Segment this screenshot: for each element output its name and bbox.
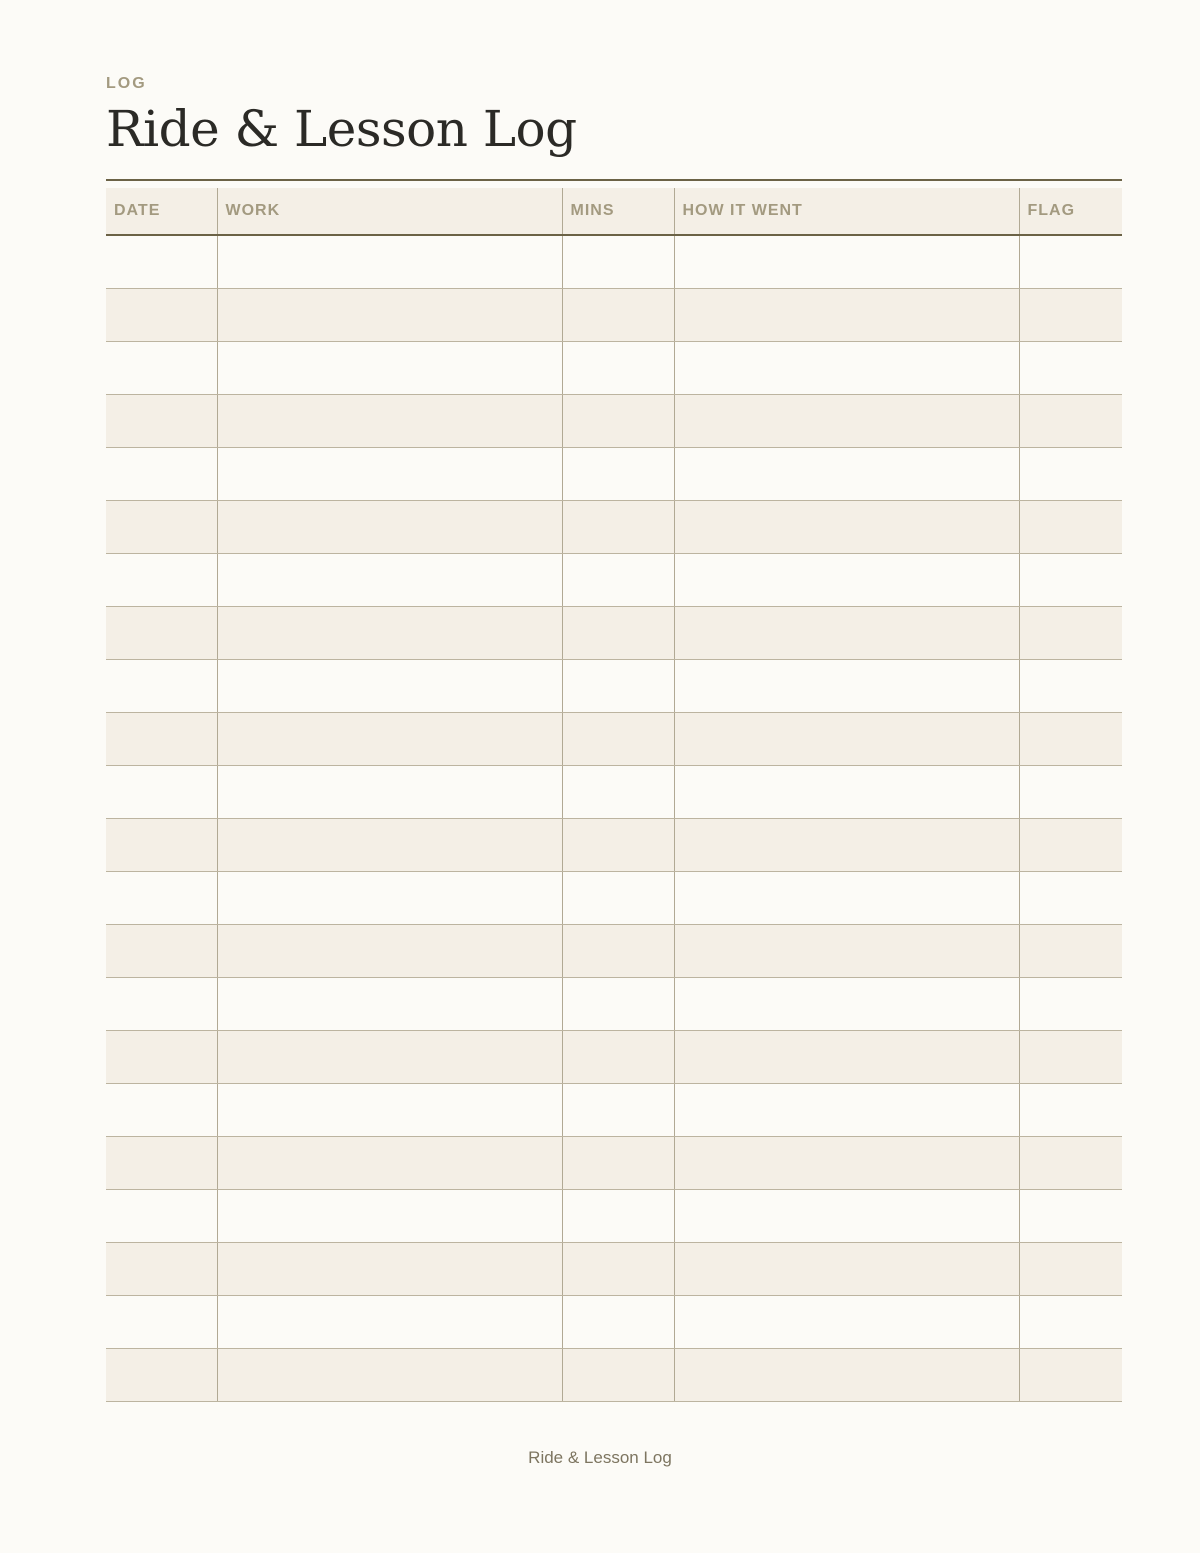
flag-cell[interactable] [1019,341,1122,394]
flag-cell[interactable] [1019,606,1122,659]
flag-cell[interactable] [1019,765,1122,818]
mins-cell[interactable] [562,1136,674,1189]
mins-cell[interactable] [562,606,674,659]
how-it-went-cell[interactable] [674,871,1019,924]
mins-cell[interactable] [562,1348,674,1401]
work-cell[interactable] [217,1295,562,1348]
how-it-went-cell[interactable] [674,1348,1019,1401]
mins-cell[interactable] [562,1295,674,1348]
date-cell[interactable] [106,765,217,818]
mins-cell[interactable] [562,765,674,818]
work-cell[interactable] [217,394,562,447]
how-it-went-cell[interactable] [674,818,1019,871]
date-cell[interactable] [106,394,217,447]
table-row [106,1242,1122,1295]
column-header-date: DATE [106,188,217,235]
flag-cell[interactable] [1019,1189,1122,1242]
work-cell[interactable] [217,447,562,500]
date-cell[interactable] [106,1083,217,1136]
how-it-went-cell[interactable] [674,1189,1019,1242]
work-cell[interactable] [217,924,562,977]
mins-cell[interactable] [562,235,674,288]
work-cell[interactable] [217,712,562,765]
table-row [106,765,1122,818]
how-it-went-cell[interactable] [674,288,1019,341]
date-cell[interactable] [106,1136,217,1189]
flag-cell[interactable] [1019,1030,1122,1083]
date-cell[interactable] [106,1295,217,1348]
work-cell[interactable] [217,553,562,606]
work-cell[interactable] [217,1083,562,1136]
table-row [106,1083,1122,1136]
table-row [106,712,1122,765]
flag-cell[interactable] [1019,1242,1122,1295]
date-cell[interactable] [106,500,217,553]
table-row [106,1189,1122,1242]
table-row [106,818,1122,871]
date-cell[interactable] [106,235,217,288]
date-cell[interactable] [106,1348,217,1401]
work-cell[interactable] [217,818,562,871]
flag-cell[interactable] [1019,871,1122,924]
page-title: Ride & Lesson Log [106,100,577,158]
flag-cell[interactable] [1019,924,1122,977]
column-header-how-it-went: HOW IT WENT [674,188,1019,235]
work-cell[interactable] [217,977,562,1030]
date-cell[interactable] [106,712,217,765]
how-it-went-cell[interactable] [674,341,1019,394]
work-cell[interactable] [217,871,562,924]
table-row [106,1348,1122,1401]
how-it-went-cell[interactable] [674,235,1019,288]
eyebrow-label: LOG [106,75,147,92]
mins-cell[interactable] [562,1083,674,1136]
flag-cell[interactable] [1019,235,1122,288]
flag-cell[interactable] [1019,288,1122,341]
mins-cell[interactable] [562,1189,674,1242]
date-cell[interactable] [106,1242,217,1295]
date-cell[interactable] [106,288,217,341]
table-row [106,1030,1122,1083]
work-cell[interactable] [217,606,562,659]
how-it-went-cell[interactable] [674,447,1019,500]
table-row [106,871,1122,924]
how-it-went-cell[interactable] [674,1083,1019,1136]
mins-cell[interactable] [562,394,674,447]
table-row [106,659,1122,712]
work-cell[interactable] [217,341,562,394]
page-footer: Ride & Lesson Log [528,1448,672,1467]
how-it-went-cell[interactable] [674,977,1019,1030]
flag-cell[interactable] [1019,447,1122,500]
flag-cell[interactable] [1019,1083,1122,1136]
how-it-went-cell[interactable] [674,712,1019,765]
work-cell[interactable] [217,1030,562,1083]
table-row [106,341,1122,394]
date-cell[interactable] [106,659,217,712]
work-cell[interactable] [217,235,562,288]
mins-cell[interactable] [562,288,674,341]
how-it-went-cell[interactable] [674,924,1019,977]
date-cell[interactable] [106,977,217,1030]
table-row [106,394,1122,447]
table-row [106,977,1122,1030]
work-cell[interactable] [217,1242,562,1295]
mins-cell[interactable] [562,712,674,765]
work-cell[interactable] [217,288,562,341]
flag-cell[interactable] [1019,818,1122,871]
how-it-went-cell[interactable] [674,500,1019,553]
title-divider [106,179,1122,181]
mins-cell[interactable] [562,341,674,394]
how-it-went-cell[interactable] [674,659,1019,712]
table-row [106,235,1122,288]
flag-cell[interactable] [1019,553,1122,606]
how-it-went-cell[interactable] [674,1136,1019,1189]
date-cell[interactable] [106,606,217,659]
mins-cell[interactable] [562,1030,674,1083]
log-table-body [106,235,1122,1401]
flag-cell[interactable] [1019,1136,1122,1189]
mins-cell[interactable] [562,447,674,500]
table-row [106,447,1122,500]
flag-cell[interactable] [1019,712,1122,765]
how-it-went-cell[interactable] [674,1242,1019,1295]
date-cell[interactable] [106,1030,217,1083]
how-it-went-cell[interactable] [674,1295,1019,1348]
date-cell[interactable] [106,341,217,394]
work-cell[interactable] [217,1348,562,1401]
work-cell[interactable] [217,765,562,818]
column-header-flag: FLAG [1019,188,1122,235]
date-cell[interactable] [106,553,217,606]
date-cell[interactable] [106,447,217,500]
how-it-went-cell[interactable] [674,553,1019,606]
column-header-mins: MINS [562,188,674,235]
date-cell[interactable] [106,1189,217,1242]
table-row [106,553,1122,606]
work-cell[interactable] [217,659,562,712]
how-it-went-cell[interactable] [674,765,1019,818]
work-cell[interactable] [217,500,562,553]
date-cell[interactable] [106,818,217,871]
flag-cell[interactable] [1019,659,1122,712]
mins-cell[interactable] [562,553,674,606]
table-row [106,924,1122,977]
table-row [106,606,1122,659]
mins-cell[interactable] [562,500,674,553]
flag-cell[interactable] [1019,1348,1122,1401]
date-cell[interactable] [106,871,217,924]
flag-cell[interactable] [1019,394,1122,447]
log-table [106,188,1122,1402]
how-it-went-cell[interactable] [674,606,1019,659]
work-cell[interactable] [217,1189,562,1242]
table-header-row [106,188,1122,235]
flag-cell[interactable] [1019,1295,1122,1348]
how-it-went-cell[interactable] [674,1030,1019,1083]
mins-cell[interactable] [562,659,674,712]
work-cell[interactable] [217,1136,562,1189]
mins-cell[interactable] [562,924,674,977]
table-row [106,500,1122,553]
flag-cell[interactable] [1019,977,1122,1030]
table-row [106,1136,1122,1189]
flag-cell[interactable] [1019,500,1122,553]
date-cell[interactable] [106,924,217,977]
column-header-work: WORK [217,188,562,235]
table-row [106,288,1122,341]
mins-cell[interactable] [562,1242,674,1295]
how-it-went-cell[interactable] [674,394,1019,447]
mins-cell[interactable] [562,818,674,871]
mins-cell[interactable] [562,871,674,924]
table-row [106,1295,1122,1348]
mins-cell[interactable] [562,977,674,1030]
